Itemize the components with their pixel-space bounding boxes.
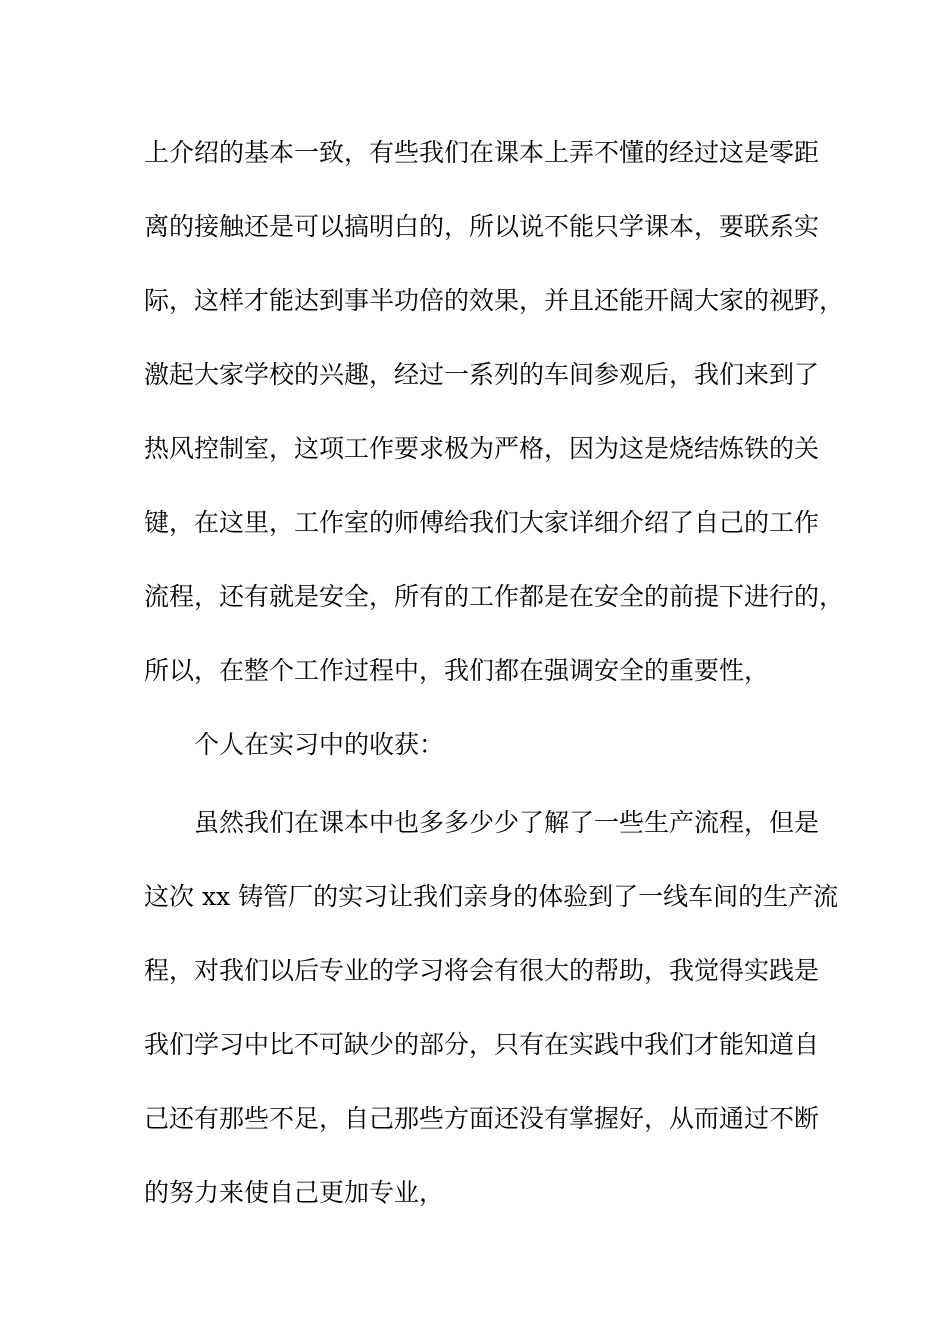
text-line: 程，对我们以后专业的学习将会有很大的帮助，我觉得实践是	[144, 956, 820, 985]
text-line: 热风控制室，这项工作要求极为严格，因为这是烧结炼铁的关	[144, 434, 820, 463]
text-line: 离的接触还是可以搞明白的，所以说不能只学课本，要联系实	[144, 212, 820, 241]
text-line: 这次 xx 铸管厂的实习让我们亲身的体验到了一线车间的生产流	[144, 882, 839, 911]
text-line: 所以，在整个工作过程中，我们都在强调安全的重要性，	[144, 656, 770, 685]
text-line: 虽然我们在课本中也多多少少了解了一些生产流程，但是	[194, 808, 820, 837]
text-line: 的努力来使自己更加专业，	[144, 1178, 445, 1207]
text-line: 键，在这里，工作室的师傅给我们大家详细介绍了自己的工作	[144, 508, 820, 537]
text-line: 际，这样才能达到事半功倍的效果，并且还能开阔大家的视野，	[144, 286, 845, 315]
text-line: 己还有那些不足，自己那些方面还没有掌握好，从而通过不断	[144, 1104, 820, 1133]
text-line: 我们学习中比不可缺少的部分，只有在实践中我们才能知道自	[144, 1030, 820, 1059]
text-line: 流程，还有就是安全，所有的工作都是在安全的前提下进行的，	[144, 582, 845, 611]
text-line: 激起大家学校的兴趣，经过一系列的车间参观后，我们来到了	[144, 360, 820, 389]
text-line: 上介绍的基本一致，有些我们在课本上弄不懂的经过这是零距	[144, 138, 820, 167]
section-heading: 个人在实习中的收获：	[194, 730, 445, 759]
